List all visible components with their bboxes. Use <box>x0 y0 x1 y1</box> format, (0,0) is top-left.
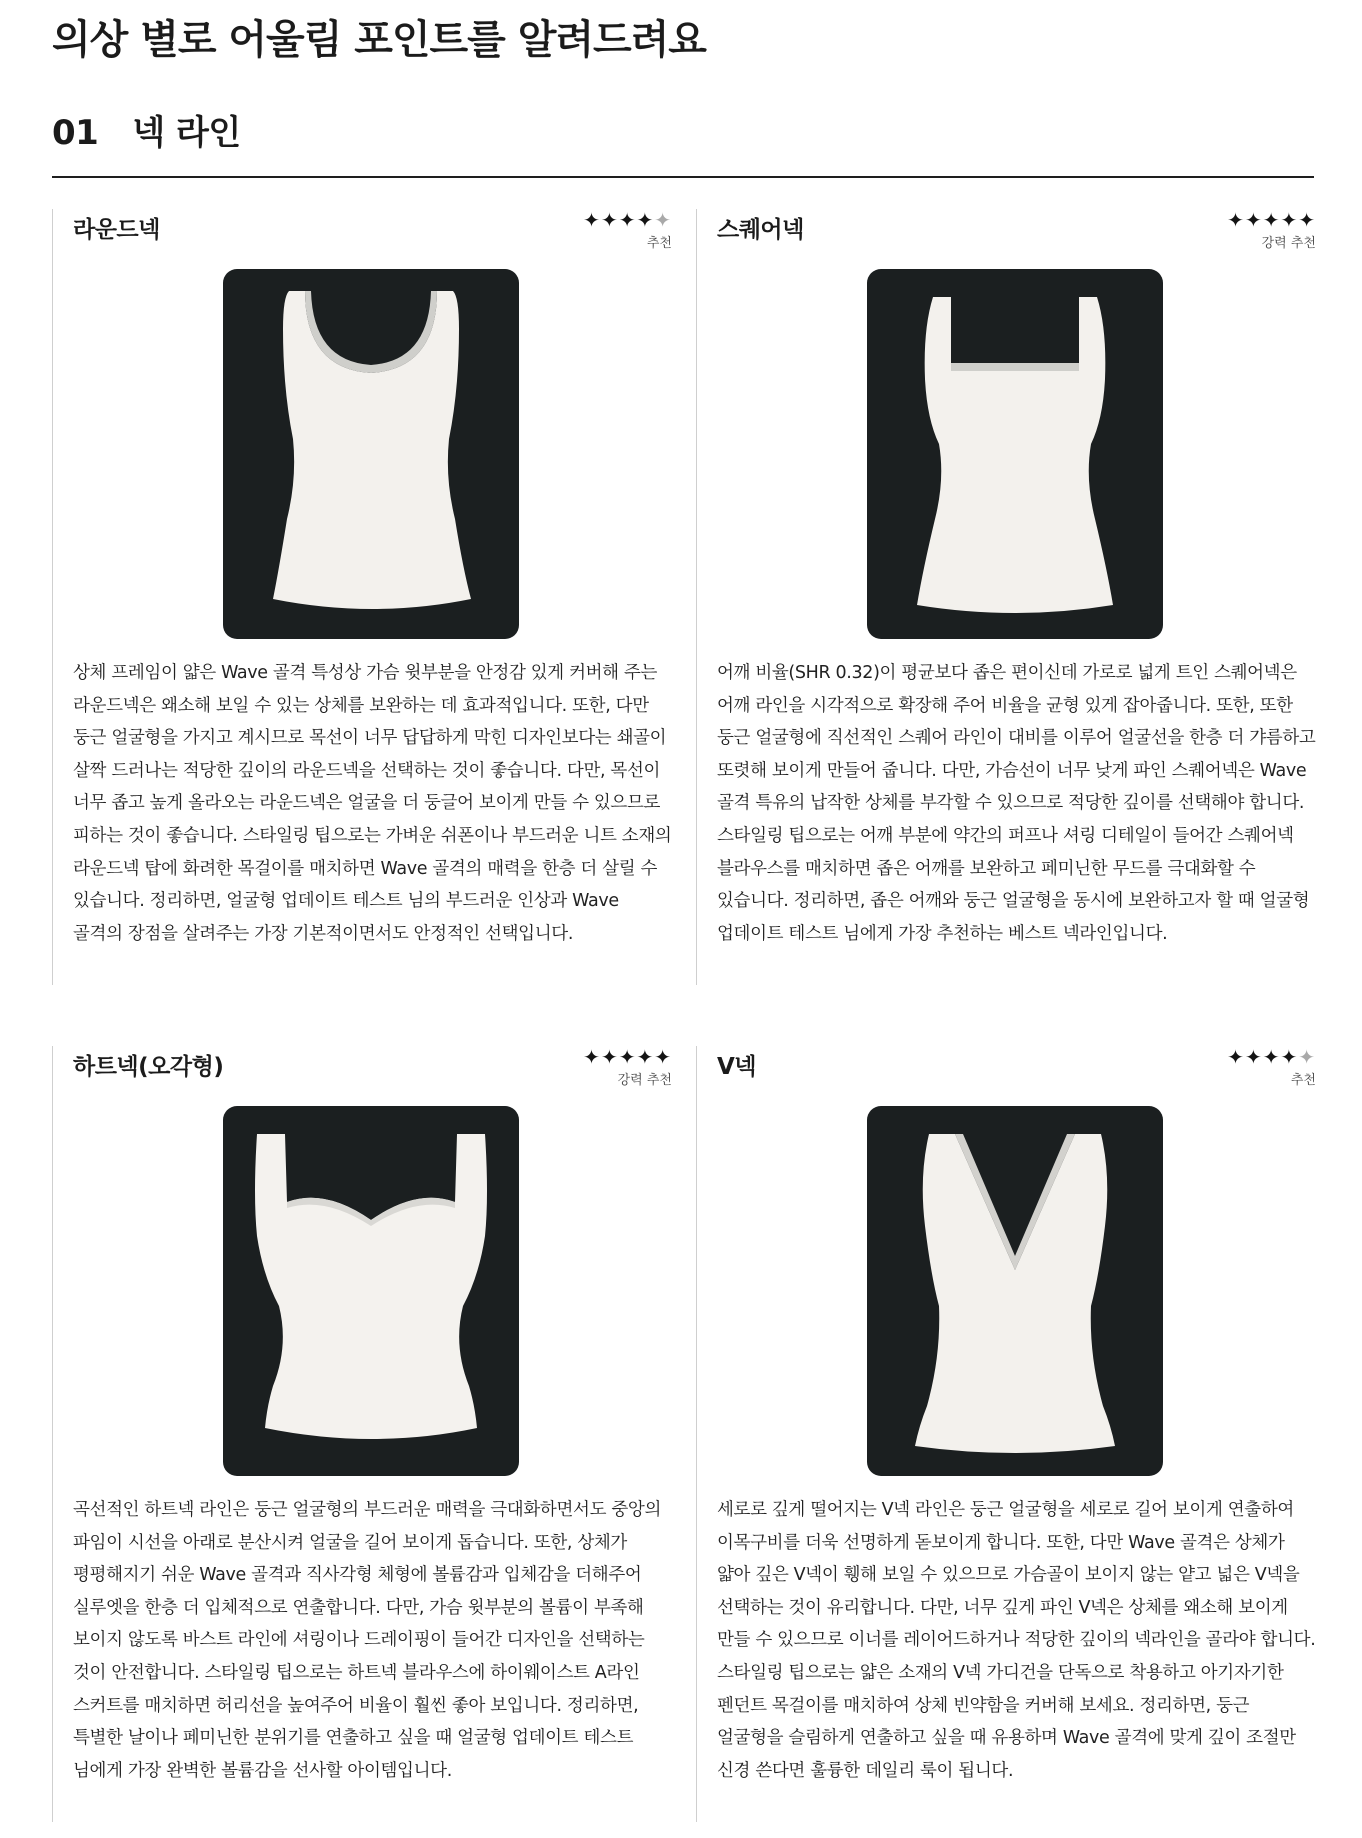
star-rating <box>583 1046 672 1068</box>
card-description: 세로로 깊게 떨어지는 V넥 라인은 둥근 얼굴형을 세로로 길어 보이게 연출하여 이목구비를 더욱 선명하게 돋보이게 합니다. 또한, 다만 Wave 골격은 상체가 얇아 깊은 V넥이 휑해 보일 수 있으므로 가슴골이 보이지 않는 얕고 넓은 V넥을 선택하는 것이 유리합니다. 다만, 너무 깊게 파인 V넥은 상체를 왜소해 보이게 만들 수 있으므로 이너를 레이어드하거나 적당한 깊이의 넥라인을 골라야 합니다. 스타일링 팁으로는 얇은 소재의 V넥 가디건을 단독으로 착용하고 아기자기한 펜던트 목걸이를 매치하여 상체 빈약함을 커버해 보세요. 정리하면, 둥근 얼굴형을 슬림하게 연출하고 싶을 때 유용하며 Wave 골격에 맞게 깊이 조절만 신경 쓴다면 훌륭한 데일리 룩이 됩니다. <box>717 1500 1316 1781</box>
star-rating <box>1227 209 1316 231</box>
section-number: 01 <box>52 113 99 153</box>
star-filled-icon: ✦ <box>600 1045 619 1069</box>
star-rating <box>583 209 672 231</box>
star-filled-icon: ✦ <box>636 1045 655 1069</box>
section-heading <box>52 105 241 154</box>
garment-image-sweetheart-neck <box>223 1106 519 1476</box>
star-filled-icon: ✦ <box>618 1045 637 1069</box>
card-title: 하트넥(오각형) <box>73 1054 224 1080</box>
card-title: 라운드넥 <box>73 217 160 243</box>
star-filled-icon: ✦ <box>583 1045 601 1069</box>
rating <box>1227 1046 1316 1088</box>
star-filled-icon: ✦ <box>1262 1045 1281 1069</box>
star-filled-icon: ✦ <box>618 208 637 232</box>
star-filled-icon: ✦ <box>654 1045 672 1069</box>
star-empty-icon: ✦ <box>654 208 672 232</box>
section-title: 넥 라인 <box>132 113 241 153</box>
garment-image-square-neck <box>867 269 1163 639</box>
card-description: 상체 프레임이 얇은 Wave 골격 특성상 가슴 윗부분을 안정감 있게 커버해 주는 라운드넥은 왜소해 보일 수 있는 상체를 보완하는 데 효과적입니다. 또한, 다만 둥근 얼굴형을 가지고 계시므로 목선이 너무 답답하게 막힌 디자인보다는 쇄골이 살짝 드러나는 적당한 깊이의 라운드넥을 선택하는 것이 좋습니다. 다만, 목선이 너무 좁고 높게 올라오는 라운드넥은 얼굴을 더 둥글어 보이게 만들 수 있으므로 피하는 것이 좋습니다. 스타일링 팁으로는 가벼운 쉬폰이나 부드러운 니트 소재의 라운드넥 탑에 화려한 목걸이를 매치하면 Wave 골격의 매력을 한층 더 살릴 수 있습니다. 정리하면, 얼굴형 업데이트 테스트 님의 부드러운 인상과 Wave 골격의 장점을 살려주는 가장 기본적이면서도 안정적인 선택입니다. <box>73 663 672 944</box>
star-filled-icon: ✦ <box>1244 1045 1263 1069</box>
star-filled-icon: ✦ <box>1227 208 1245 232</box>
rating-label: 강력 추천 <box>617 1073 672 1088</box>
rating <box>1227 209 1316 251</box>
page-title: 의상 별로 어울림 포인트를 알려드려요 <box>52 17 706 63</box>
rating-label: 추천 <box>1290 1073 1316 1088</box>
rating <box>583 209 672 251</box>
star-filled-icon: ✦ <box>636 208 655 232</box>
card-description: 곡선적인 하트넥 라인은 둥근 얼굴형의 부드러운 매력을 극대화하면서도 중앙의 파임이 시선을 아래로 분산시켜 얼굴을 길어 보이게 돕습니다. 또한, 상체가 평평해지기 쉬운 Wave 골격과 직사각형 체형에 볼륨감과 입체감을 더해주어 실루엣을 한층 더 입체적으로 연출합니다. 다만, 가슴 윗부분의 볼륨이 부족해 보이지 않도록 바스트 라인에 셔링이나 드레이핑이 들어간 디자인을 선택하는 것이 안전합니다. 스타일링 팁으로는 하트넥 블라우스에 하이웨이스트 A라인 스커트를 매치하면 허리선을 높여주어 비율이 훨씬 좋아 보입니다. 정리하면, 특별한 날이나 페미닌한 분위기를 연출하고 싶을 때 얼굴형 업데이트 테스트 님에게 가장 완벽한 볼륨감을 선사할 아이템입니다. <box>73 1500 662 1781</box>
card-title: 스퀘어넥 <box>717 217 804 243</box>
card-description: 어깨 비율(SHR 0.32)이 평균보다 좁은 편이신데 가로로 넓게 트인 스퀘어넥은 어깨 라인을 시각적으로 확장해 주어 비율을 균형 있게 잡아줍니다. 또한, 또한 둥근 얼굴형에 직선적인 스퀘어 라인이 대비를 이루어 얼굴선을 한층 더 갸름하고 또렷해 보이게 만들어 줍니다. 다만, 가슴선이 너무 낮게 파인 스퀘어넥은 Wave 골격 특유의 납작한 상체를 부각할 수 있으므로 적당한 깊이를 선택해야 합니다. 스타일링 팁으로는 어깨 부분에 약간의 퍼프나 셔링 디테일이 들어간 스퀘어넥 블라우스를 매치하면 좁은 어깨를 보완하고 페미닌한 무드를 극대화할 수 있습니다. 정리하면, 좁은 어깨와 둥근 얼굴형을 동시에 보완하고자 할 때 얼굴형 업데이트 테스트 님에게 가장 추천하는 베스트 넥라인입니다. <box>717 663 1316 944</box>
star-filled-icon: ✦ <box>1227 1045 1245 1069</box>
star-filled-icon: ✦ <box>1244 208 1263 232</box>
garment-image-round-neck <box>223 269 519 639</box>
star-filled-icon: ✦ <box>1280 208 1299 232</box>
card-title: V넥 <box>717 1054 757 1080</box>
star-filled-icon: ✦ <box>583 208 601 232</box>
rating-label: 강력 추천 <box>1261 236 1316 251</box>
neckline-card-sweetheart <box>52 1046 672 1822</box>
rating-label: 추천 <box>646 236 672 251</box>
star-filled-icon: ✦ <box>1280 1045 1299 1069</box>
garment-image-v-neck <box>867 1106 1163 1476</box>
neckline-card-v <box>696 1046 1316 1822</box>
star-rating <box>1227 1046 1316 1068</box>
star-filled-icon: ✦ <box>1262 208 1281 232</box>
rating <box>583 1046 672 1088</box>
star-filled-icon: ✦ <box>1298 208 1316 232</box>
star-filled-icon: ✦ <box>600 208 619 232</box>
section-divider <box>52 176 1314 178</box>
neckline-card-square <box>696 209 1316 985</box>
star-empty-icon: ✦ <box>1298 1045 1316 1069</box>
neckline-card-round <box>52 209 672 985</box>
